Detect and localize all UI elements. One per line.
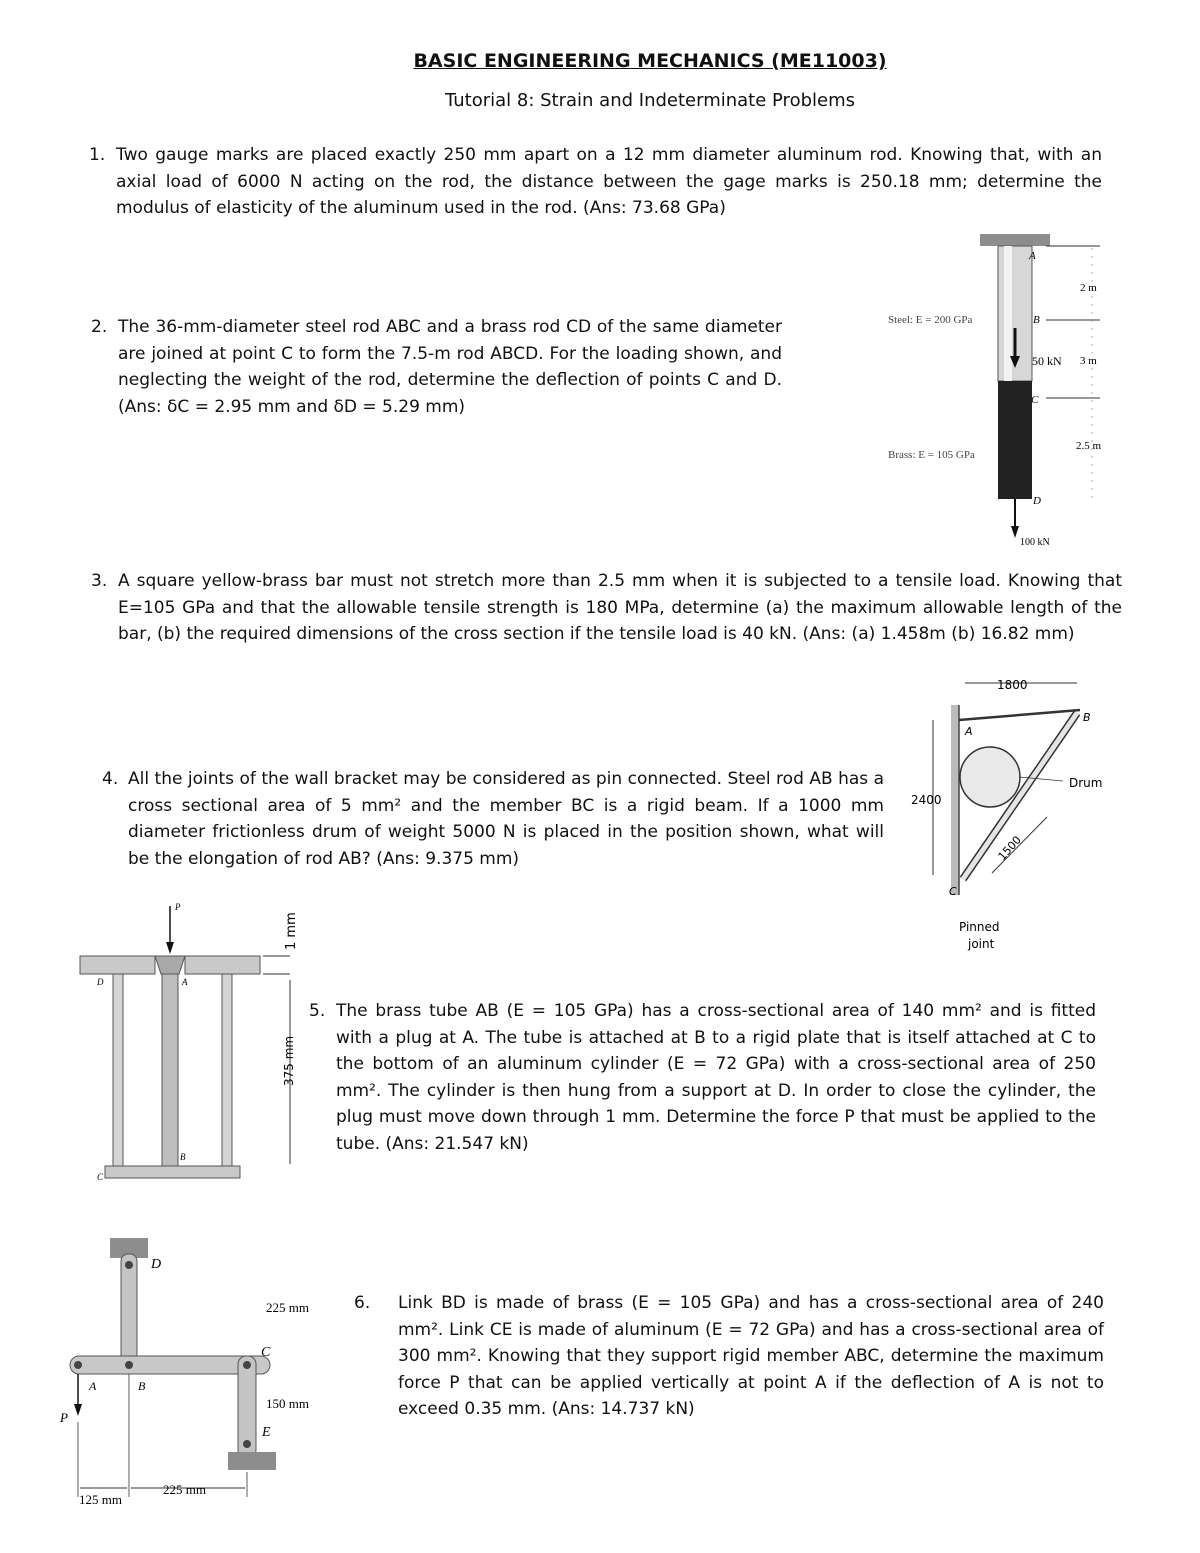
fig5-dim-len: 375 mm (282, 1035, 296, 1086)
fig5-top-plate-left (80, 956, 155, 974)
problem-1 (89, 142, 1102, 222)
fig6-pin-a (74, 1361, 82, 1369)
fig2-load-mid: 50 kN (1032, 354, 1062, 368)
problem-4-text: All the joints of the wall bracket may be considered as pin connected. Steel rod AB has a cross sectional area of 5 mm² and the member BC is a rigid beam. If a 1000 mm diameter frictionless drum of weight 5000 N is placed in the position shown, what will be the elongation of rod AB? (Ans: 9.375 mm) (128, 769, 884, 869)
fig5-top-plate-right (185, 956, 260, 974)
fig6-pin-c (243, 1361, 251, 1369)
fig6-label-a: A (89, 1379, 97, 1393)
fig6-dim-bd: 225 mm (266, 1300, 309, 1315)
figure-6-rigid-member (58, 1232, 338, 1512)
fig2-brass-rod (998, 381, 1032, 499)
fig4-dim-side: 2400 (911, 793, 942, 807)
fig6-link-bd (121, 1254, 137, 1366)
fig6-pin-d (125, 1261, 133, 1269)
fig4-joint-label: joint (968, 937, 995, 951)
problem-3-number: 3. (91, 571, 108, 591)
problem-6-text: Link BD is made of brass (E = 105 GPa) and has a cross-sectional area of 240 mm². Link CE is made of aluminum (E = 72 GPa) and has a cross-sectional area of 300 mm². Knowing that they support rigid member ABC, determine the maximum force P that can be applied vertically at point A if the deflection of A is not to exceed 0.35 mm. (Ans: 14.737 kN) (398, 1293, 1104, 1419)
fig6-dim-ab: 125 mm (79, 1492, 122, 1507)
fig2-load-end: 100 kN (1020, 537, 1050, 548)
fig6-dim-bc: 225 mm (163, 1482, 206, 1497)
fig4-wall (951, 705, 959, 895)
fig4-label-b: B (1083, 711, 1091, 724)
fig2-end-load-arrowhead (1011, 526, 1019, 538)
problem-6-number: 6. (354, 1293, 371, 1313)
fig6-force-arrowhead (74, 1404, 82, 1416)
problem-5 (309, 998, 1096, 1157)
fig2-dim-ab: 2 m (1080, 282, 1097, 294)
fig5-cylinder-right-wall (222, 974, 232, 1170)
fig6-pin-e (243, 1440, 251, 1448)
tutorial-title: Tutorial 8: Strain and Indeterminate Problems (445, 90, 855, 111)
problem-3 (91, 568, 1122, 648)
fig2-ceiling-support (980, 234, 1050, 246)
problem-2-number: 2. (91, 317, 108, 337)
fig5-cylinder-left-wall (113, 974, 123, 1170)
fig4-drum-leader (1019, 777, 1063, 781)
fig5-label-c: C (97, 1172, 104, 1182)
fig2-brass-label: Brass: E = 105 GPa (888, 449, 975, 461)
fig5-label-p: P (175, 902, 181, 912)
problem-5-text: The brass tube AB (E = 105 GPa) has a cross-sectional area of 140 mm² and is fitted with a plug at A. The tube is attached at B to a rigid plate that is itself attached at C to the bottom of an aluminum cylinder (E = 72 GPa) with a cross-sectional area of 250 mm². The cylinder is then hung from a support at D. In order to close the cylinder, the plug must move down through 1 mm. Determine the force P that must be applied to the tube. (Ans: 21.547 kN) (336, 1001, 1096, 1154)
fig4-dim-top: 1800 (997, 678, 1028, 692)
fig4-pinned-label: Pinned (959, 920, 1000, 934)
problem-1-number: 1. (89, 145, 106, 165)
fig5-label-d: D (97, 977, 104, 987)
fig6-pin-b (125, 1361, 133, 1369)
fig5-brass-tube (162, 974, 178, 1170)
fig2-label-d: D (1033, 495, 1041, 507)
fig5-label-a: A (182, 977, 188, 987)
fig2-dim-cd: 2.5 m (1076, 440, 1102, 452)
problem-4-number: 4. (102, 769, 119, 789)
figure-5-tube-cylinder (75, 898, 305, 1188)
problem-5-number: 5. (309, 1001, 326, 1021)
fig2-label-c: C (1031, 394, 1039, 406)
figure-4-wall-bracket (905, 665, 1110, 955)
fig6-bottom-support (228, 1452, 276, 1470)
fig6-label-b: B (138, 1379, 146, 1393)
fig6-label-d: D (151, 1257, 162, 1272)
figure-2-rod-diagram (880, 228, 1110, 553)
fig4-dim-diag: 1500 (995, 833, 1024, 864)
fig5-label-b: B (180, 1152, 186, 1162)
fig2-steel-label: Steel: E = 200 GPa (888, 314, 973, 326)
fig2-dim-bc: 3 m (1080, 355, 1097, 367)
problem-2-text: The 36-mm-diameter steel rod ABC and a brass rod CD of the same diameter are joined at point C to form the 7.5-m rod ABCD. For the loading shown, and neglecting the weight of the rod, determine the deflection of points C and D. (Ans: δC = 2.95 mm and δD = 5.29 mm) (118, 317, 782, 417)
fig4-drum-label: Drum (1069, 776, 1103, 790)
fig2-label-a: A (1029, 250, 1036, 262)
fig5-plug (155, 956, 185, 974)
fig5-dim-gap: 1 mm (284, 912, 299, 950)
problem-6 (354, 1290, 1104, 1423)
problem-3-text: A square yellow-brass bar must not stretch more than 2.5 mm when it is subjected to a tensile load. Knowing that E=105 GPa and that the allowable tensile strength is 180 MPa, determine (a) the maximum allowable length of the bar, (b) the required dimensions of the cross section if the tensile load is 40 kN. (Ans: (a) 1.458m (b) 16.82 mm) (118, 571, 1122, 644)
fig4-rod-ab (959, 710, 1080, 720)
fig5-force-arrowhead (166, 942, 174, 954)
fig6-label-c: C (261, 1345, 271, 1360)
fig4-drum (960, 747, 1020, 807)
fig2-steel-highlight (1004, 246, 1012, 381)
course-title: BASIC ENGINEERING MECHANICS (ME11003) (413, 50, 887, 72)
fig5-bottom-plate (105, 1166, 240, 1178)
fig6-label-e: E (262, 1425, 271, 1440)
problem-4 (102, 766, 884, 872)
fig4-label-a: A (965, 725, 973, 738)
fig6-label-p: P (60, 1410, 68, 1425)
fig6-dim-ce: 150 mm (266, 1396, 309, 1411)
fig2-label-b: B (1033, 314, 1040, 326)
problem-2 (91, 314, 782, 420)
fig4-label-c: C (949, 885, 957, 898)
problem-1-text: Two gauge marks are placed exactly 250 mm apart on a 12 mm diameter aluminum rod. Knowing that, with an axial load of 6000 N acting on the rod, the distance between the gage marks is 250.18 mm; determine the modulus of elasticity of the aluminum used in the rod. (Ans: 73.68 GPa) (116, 145, 1102, 218)
